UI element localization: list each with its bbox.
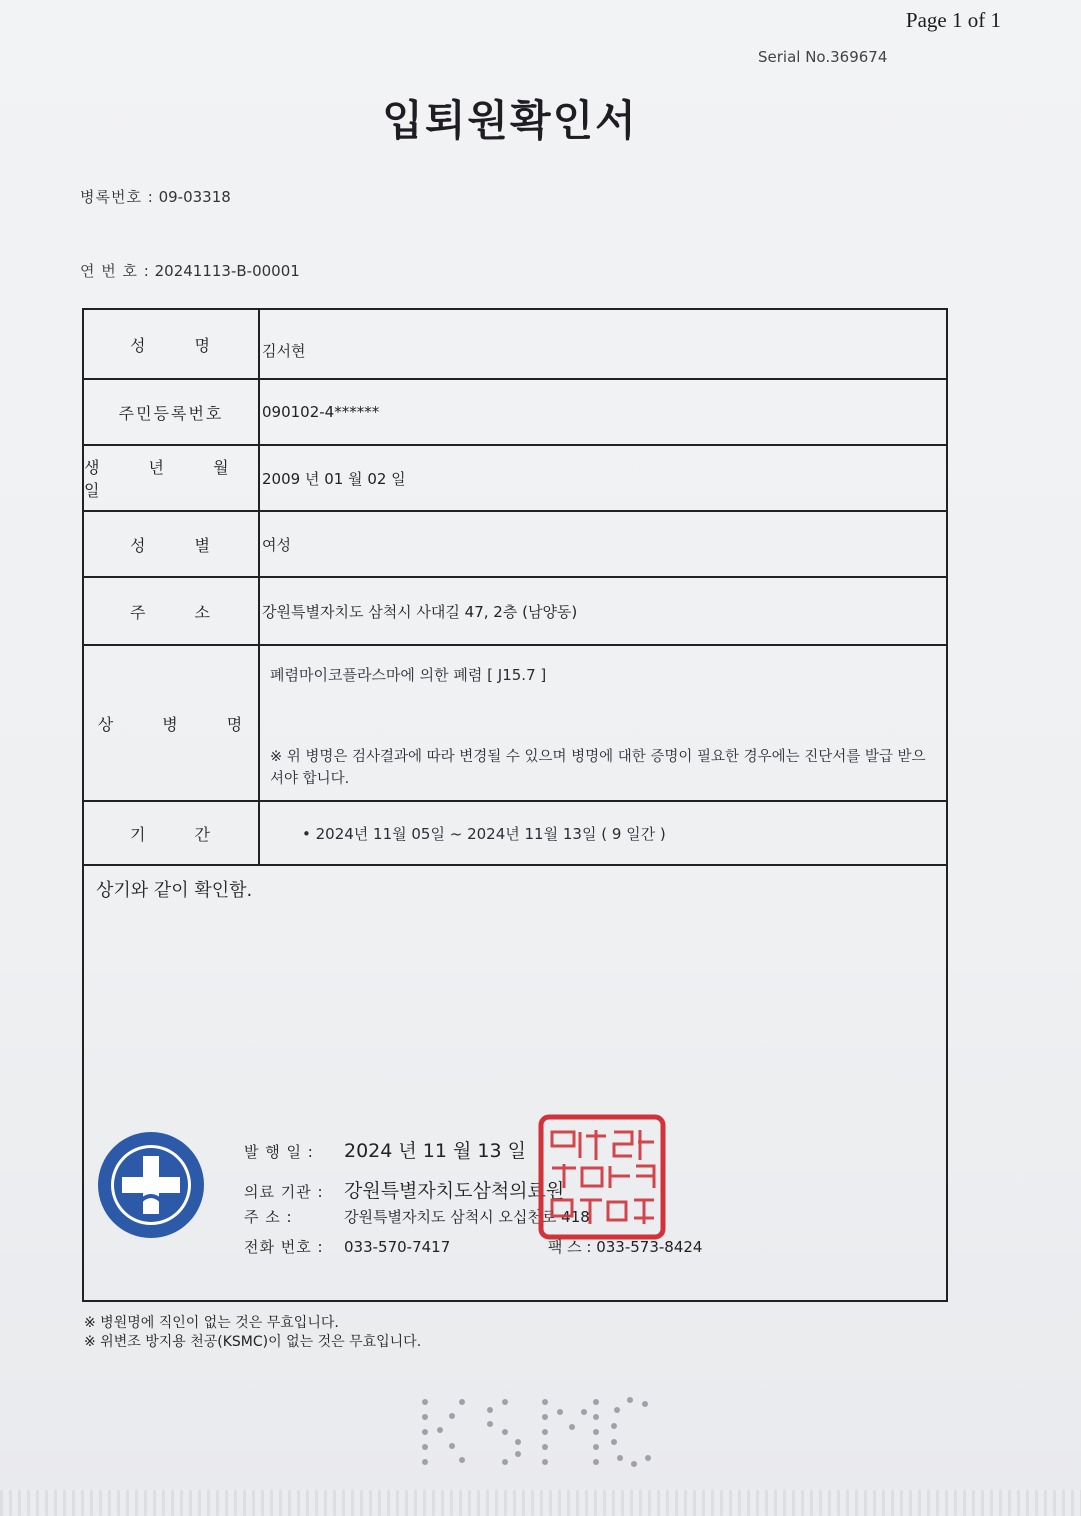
rrn-value: 090102-4******: [262, 403, 380, 421]
issue-date: [244, 1136, 526, 1163]
row-address: [84, 578, 946, 646]
phone-value: 033-570-7417: [344, 1238, 451, 1256]
sex-value: 여성: [262, 535, 291, 554]
row-name: [84, 310, 946, 380]
issue-address-label: 주 소 :: [244, 1208, 293, 1226]
name-label: 성 명: [84, 310, 260, 378]
document-title: 입퇴원확인서: [382, 96, 638, 145]
page-edge-texture: [0, 1490, 1081, 1516]
disease-label: 상 병 명: [84, 646, 260, 800]
row-rrn: [84, 380, 946, 446]
sex-label: 성 별: [84, 512, 260, 576]
institution-label: 의료 기관 :: [244, 1183, 324, 1201]
disease-note: ※ 위 병명은 검사결과에 따라 변경될 수 있으며 병명에 대한 증명이 필요한 경우에는 진단서를 발급 받으셔야 합니다.: [270, 749, 926, 787]
birth-value: 2009 년 01 월 02 일: [262, 469, 406, 488]
rrn-label: 주민등록번호: [84, 380, 260, 444]
confirmation-text: 상기와 같이 확인함.: [96, 880, 253, 901]
name-value: 김서현: [262, 342, 306, 360]
page-number: Page 1 of 1: [905, 8, 1001, 32]
phone-label: 전화 번호 :: [244, 1238, 324, 1256]
period-label: 기 간: [84, 802, 260, 864]
row-birth: [84, 446, 946, 512]
address-value: 강원특별자치도 삼척시 사대길 47, 2층 (남양동): [262, 602, 578, 621]
certificate-table: [82, 308, 948, 1302]
record-number-value: 09-03318: [158, 188, 231, 206]
hospital-official-stamp: [538, 1114, 666, 1240]
address-label: 주 소: [84, 578, 260, 644]
issue-number: [80, 260, 300, 281]
hospital-circle-seal: [96, 1130, 206, 1240]
disease-value: 폐렴마이코플라스마에 의한 폐렴 [ J15.7 ]: [270, 666, 547, 684]
issue-date-label: 발 행 일 :: [244, 1143, 314, 1161]
institution-value: 강원특별자치도삼척의료원: [344, 1180, 565, 1202]
row-period: [84, 802, 946, 866]
issue-institution: [244, 1176, 564, 1203]
row-sex: [84, 512, 946, 578]
issue-date-value: 2024 년 11 월 13 일: [344, 1140, 526, 1162]
footer-note-ksmc: ※ 위변조 방지용 천공(KSMC)이 없는 것은 무효입니다.: [84, 1334, 422, 1350]
footer-note-seal: ※ 병원명에 직인이 없는 것은 무효입니다.: [84, 1315, 339, 1331]
issue-number-label: 연 번 호 :: [80, 262, 150, 280]
record-number: [80, 186, 231, 207]
serial-number: Serial No.369674: [758, 48, 888, 66]
ksmc-perforation-mark: [410, 1392, 660, 1472]
record-number-label: 병록번호 :: [80, 188, 154, 206]
row-disease: [84, 646, 946, 802]
issue-number-value: 20241113-B-00001: [154, 262, 300, 280]
fax-value: 033-573-8424: [596, 1238, 703, 1256]
fax-label: 팩 스 :: [547, 1238, 592, 1256]
birth-label: 생 년 월 일: [84, 446, 260, 510]
period-value: • 2024년 11월 05일 ~ 2024년 11월 13일 ( 9 일간 ): [302, 824, 666, 843]
issue-address-value: 강원특별자치도 삼척시 오십천로 418: [344, 1208, 590, 1226]
